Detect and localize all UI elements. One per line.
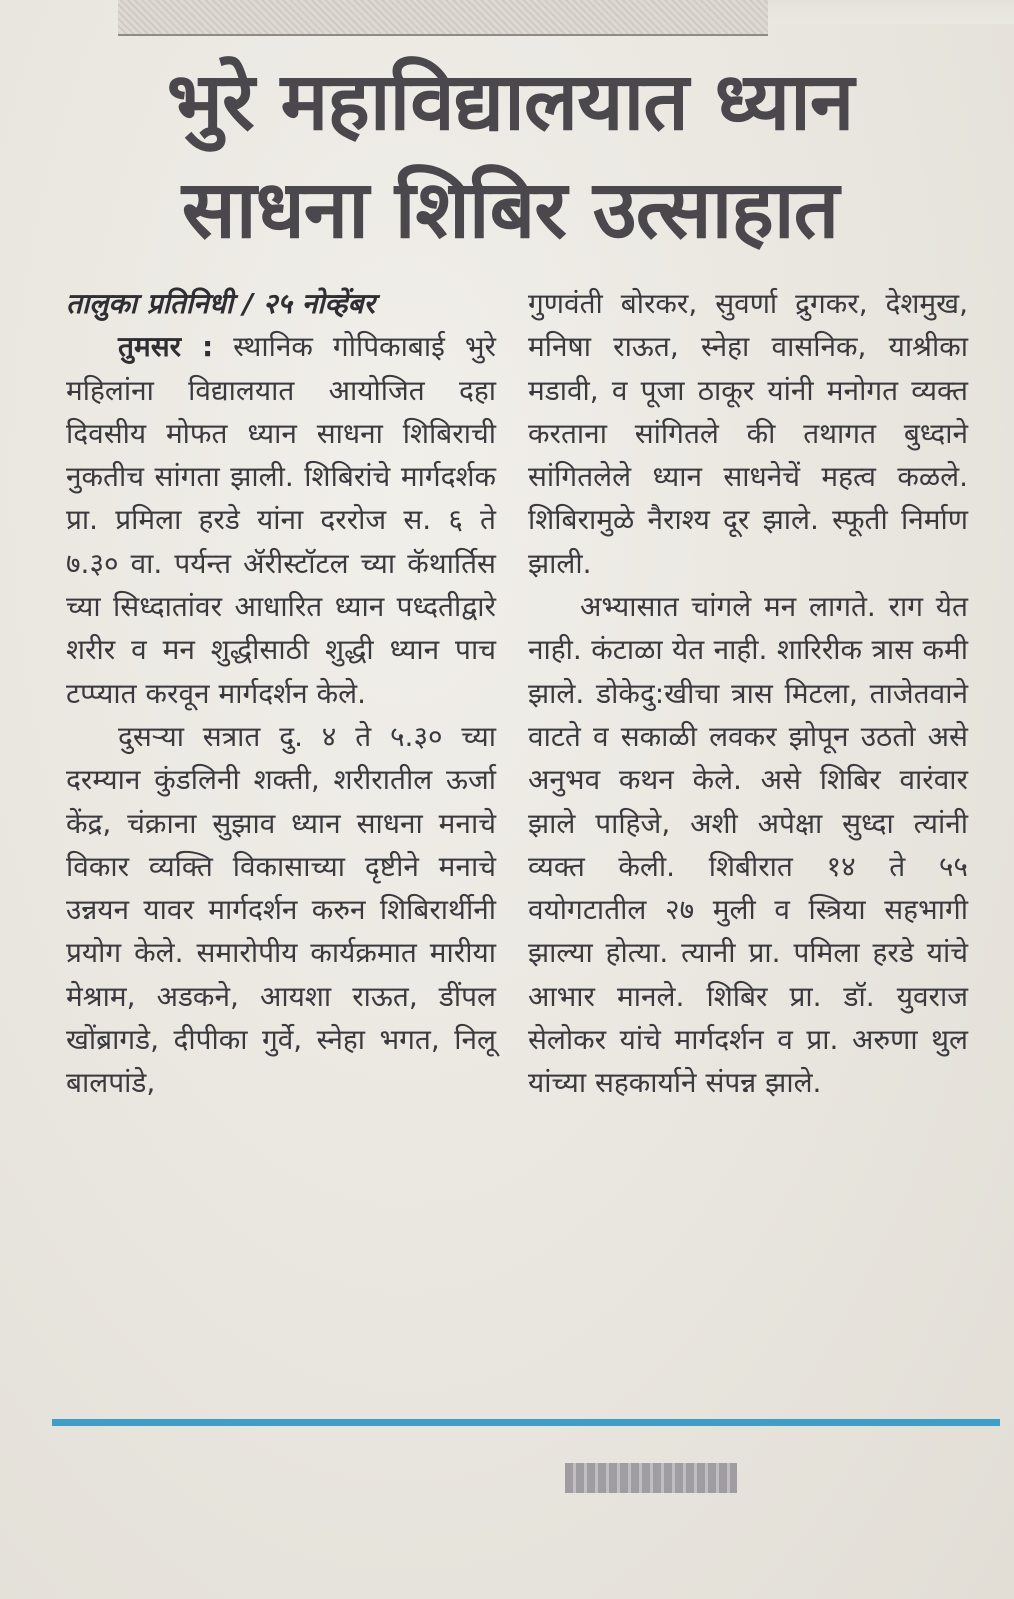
left-paragraph-1 [66, 325, 496, 715]
left-paragraph-1-text: स्थानिक गोपिकाबाई भुरे महिलांना विद्यालयात आयोजित दहा दिवसीय मोफत ध्यान साधना शिबिराची नुकतीच सांगता झाली. शिबिरांचे मार्गदर्शक प्रा. प्रमिला हरडे यांना दररोज स. ६ ते ७.३० वा. पर्यन्त ॲरीस्टॉटल च्या कॅथार्तिस च्या सिध्दातांवर आधारित ध्यान पध्दतीद्वारे शरीर व मन शुद्धीसाठी शुद्धी ध्यान पाच टप्प्यात करवून मार्गदर्शन केले. [66, 330, 496, 710]
left-column [66, 282, 496, 1105]
left-paragraph-2: दुसऱ्या सत्रात दु. ४ ते ५.३० च्या दरम्यान कुंडलिनी शक्ती, शरीरातील ऊर्जा केंद्र, चंक्राना सुझाव ध्यान साधना मनाचे विकार व्यक्ति विकासाच्या दृष्टीने मनाचे उन्नयन यावर मार्गदर्शन करुन शिबिरार्थीनी प्रयोग केले. समारोपीय कार्यक्रमात मारीया मेश्राम, अडकने, आयशा राऊत, डींपल खोंब्रागडे, दीपीका गुर्वे, स्नेहा भगत, निलू बालपांडे, [66, 719, 496, 1100]
headline-line-1: भुरे महाविद्यालयात ध्यान [166, 55, 854, 148]
article-headline [60, 48, 960, 264]
cut-off-previous-article [118, 0, 768, 36]
headline-line-2: साधना शिबिर उत्साहात [181, 163, 839, 256]
footer-ornament [565, 1463, 737, 1493]
paper-edge [768, 0, 1014, 24]
byline: तालुका प्रतिनिधी / २५ नोव्हेंबर [66, 287, 375, 320]
dateline: तुमसर : [118, 330, 214, 364]
right-paragraph-2: अभ्यासात चांगले मन लागते. राग येत नाही. कंटाळा येत नाही. शारिरीक त्रास कमी झाले. डोकेदु:खीचा त्रास मिटला, ताजेतवाने वाटते व सकाळी लवकर झोपून उठतो असे अनुभव कथन केले. असे शिबिर वारंवार झाले पाहिजे, अशी अपेक्षा सुध्दा त्यांनी व्यक्त केली. शिबीरात १४ ते ५५ वयोगटातील २७ मुली व स्त्रिया सहभागी झाल्या होत्या. त्यानी प्रा. पमिला हरडे यांचे आभार मानले. शिबिर प्रा. डॉ. युवराज सेलोकर यांचे मार्गदर्शन व प्रा. अरुणा थुल यांच्या सहकार्याने संपन्न झाले. [528, 590, 968, 1100]
right-column [528, 282, 968, 1105]
blue-divider-rule [52, 1419, 1000, 1426]
right-paragraph-1: गुणवंती बोरकर, सुवर्णा द्रुगकर, देशमुख, मनिषा राऊत, स्नेहा वासनिक, याश्रीका मडावी, व पूजा ठाकूर यांनी मनोगत व्यक्त करताना सांगितले की तथागत बुध्दाने सांगितलेले ध्यान साधनेचें महत्व कळले. शिबिरामुळे नैराश्य दूर झाले. स्फूती निर्माण झाली. [528, 287, 968, 580]
